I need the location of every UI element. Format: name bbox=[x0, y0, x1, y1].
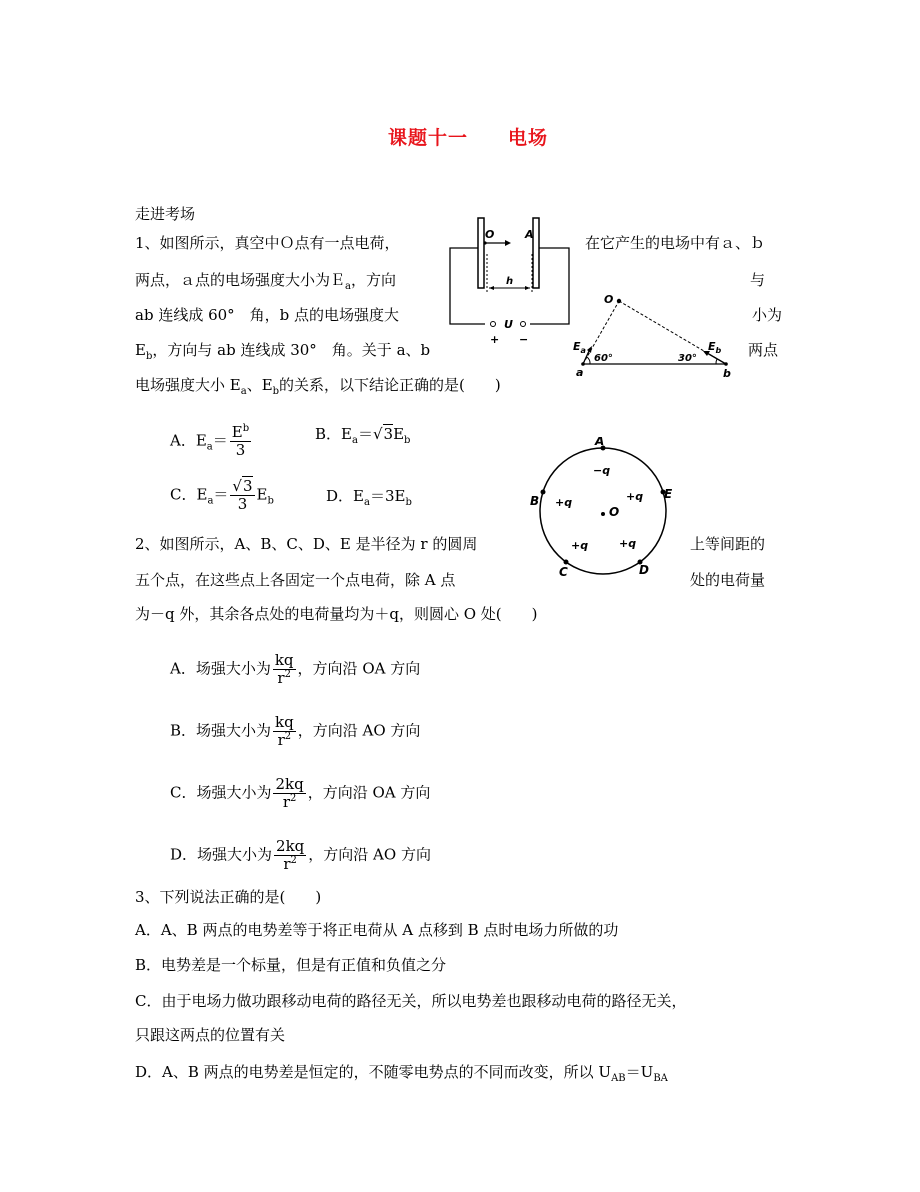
label-minus: − bbox=[519, 333, 529, 346]
q3-option-c-line1: C．由于电场力做功跟移动电荷的路径无关，所以电势差也跟移动电荷的路径无关， bbox=[135, 992, 687, 1010]
q1-line2-left: 两点，ａ点的电场强度大小为Ｅ$_a$，方向 bbox=[135, 271, 396, 292]
circle-charges-figure bbox=[525, 437, 685, 579]
circuit-wire-right bbox=[530, 248, 569, 324]
right-plate bbox=[533, 218, 539, 288]
label-u: U bbox=[504, 318, 513, 331]
label-a: A bbox=[525, 228, 534, 241]
q2-line3: 为－q 外，其余各点处的电荷量均为＋q，则圆心 O 处( ) bbox=[135, 605, 538, 623]
left-plate bbox=[478, 218, 484, 288]
q1-line5: 电场强度大小 $E_a$、$E_b$的关系，以下结论正确的是( ) bbox=[135, 376, 501, 397]
label-c: C bbox=[559, 565, 568, 579]
q1-option-c: C．$E_a=$ $\frac{√3}{3}$ $E_b$ bbox=[170, 477, 274, 513]
label-a: A bbox=[595, 437, 605, 448]
charge-d: +q bbox=[619, 537, 637, 550]
q2-option-a: A．场强大小为 $\frac{kq}{r^2}$ ，方向沿 OA 方向 bbox=[170, 651, 421, 687]
parallel-plate-figure bbox=[445, 212, 575, 348]
q1-line4-left: $E_b$，方向与 ab 连线成 30° 角。关于 a、b bbox=[135, 341, 431, 362]
charge-b: +q bbox=[555, 496, 573, 509]
charge-c: +q bbox=[571, 539, 589, 552]
label-plus: + bbox=[490, 333, 500, 346]
q1-line3-left: ab 连线成 60° 角，b 点的电场强度大 bbox=[135, 306, 400, 324]
q2-line2-left: 五个点，在这些点上各固定一个点电荷，除 A 点 bbox=[135, 571, 456, 589]
q1-line1-left: 1、如图所示，真空中Ｏ点有一点电荷， bbox=[135, 234, 400, 252]
label-30: 30° bbox=[678, 353, 697, 364]
label-h: h bbox=[506, 276, 514, 287]
q1-line1-right: 在它产生的电场中有ａ、ｂ bbox=[585, 234, 766, 252]
label-b: B bbox=[530, 494, 540, 508]
charge-a: −q bbox=[593, 464, 611, 477]
q2-line1-left: 2、如图所示，A、B、C、D、E 是半径为 r 的圆周 bbox=[135, 535, 478, 553]
q1-line4-right: 两点 bbox=[748, 341, 779, 359]
q3-option-d: D．A、B 两点的电势差是恒定的，不随零电势点的不同而改变，所以 $U_{AB}=U_{BA}$ bbox=[135, 1063, 668, 1084]
label-o: O bbox=[604, 293, 614, 306]
q2-line2-right: 处的电荷量 bbox=[690, 571, 766, 589]
label-60: 60° bbox=[594, 353, 613, 364]
charge-e: +q bbox=[626, 490, 644, 503]
q2-line1-right: 上等间距的 bbox=[690, 535, 766, 553]
page-title: 课题十一 电场 bbox=[388, 127, 549, 149]
label-ea: $E_a$ bbox=[573, 340, 586, 355]
circuit-wire bbox=[450, 248, 485, 324]
q3-option-b: B．电势差是一个标量，但是有正值和负值之分 bbox=[135, 956, 447, 974]
q2-option-d: D．场强大小为 $\frac{2kq}{r^2}$ ，方向沿 AO 方向 bbox=[170, 837, 431, 873]
q3-option-c-line2: 只跟这两点的位置有关 bbox=[135, 1026, 286, 1044]
label-eb: $E_b$ bbox=[708, 340, 722, 355]
section-heading: 走进考场 bbox=[135, 205, 196, 223]
q3-stem: 3、下列说法正确的是( ) bbox=[135, 888, 322, 906]
q1-option-d: D．$E_a=3E_b$ bbox=[326, 487, 412, 508]
label-d: D bbox=[639, 563, 649, 577]
q3-option-a: A．A、B 两点的电势差等于将正电荷从 A 点移到 B 点时电场力所做的功 bbox=[135, 921, 619, 939]
label-o: O bbox=[609, 505, 620, 519]
label-b: b bbox=[723, 367, 731, 380]
q1-option-b: B．$E_a=√3E_b$ bbox=[315, 425, 411, 446]
q2-option-b: B．场强大小为 $\frac{kq}{r^2}$ ，方向沿 AO 方向 bbox=[170, 713, 421, 749]
label-o: O bbox=[485, 228, 495, 241]
label-a: a bbox=[576, 366, 584, 379]
q2-option-c: C．场强大小为 $\frac{2kq}{r^2}$ ，方向沿 OA 方向 bbox=[170, 775, 431, 811]
label-e: E bbox=[664, 487, 673, 501]
q1-line2-right: 与 bbox=[750, 271, 766, 289]
q1-line3-right: 小为 bbox=[752, 306, 783, 324]
q1-option-a: A．$E_a=$ $\frac{E^b}{3}$ bbox=[170, 423, 250, 459]
triangle-field-figure bbox=[570, 288, 740, 380]
